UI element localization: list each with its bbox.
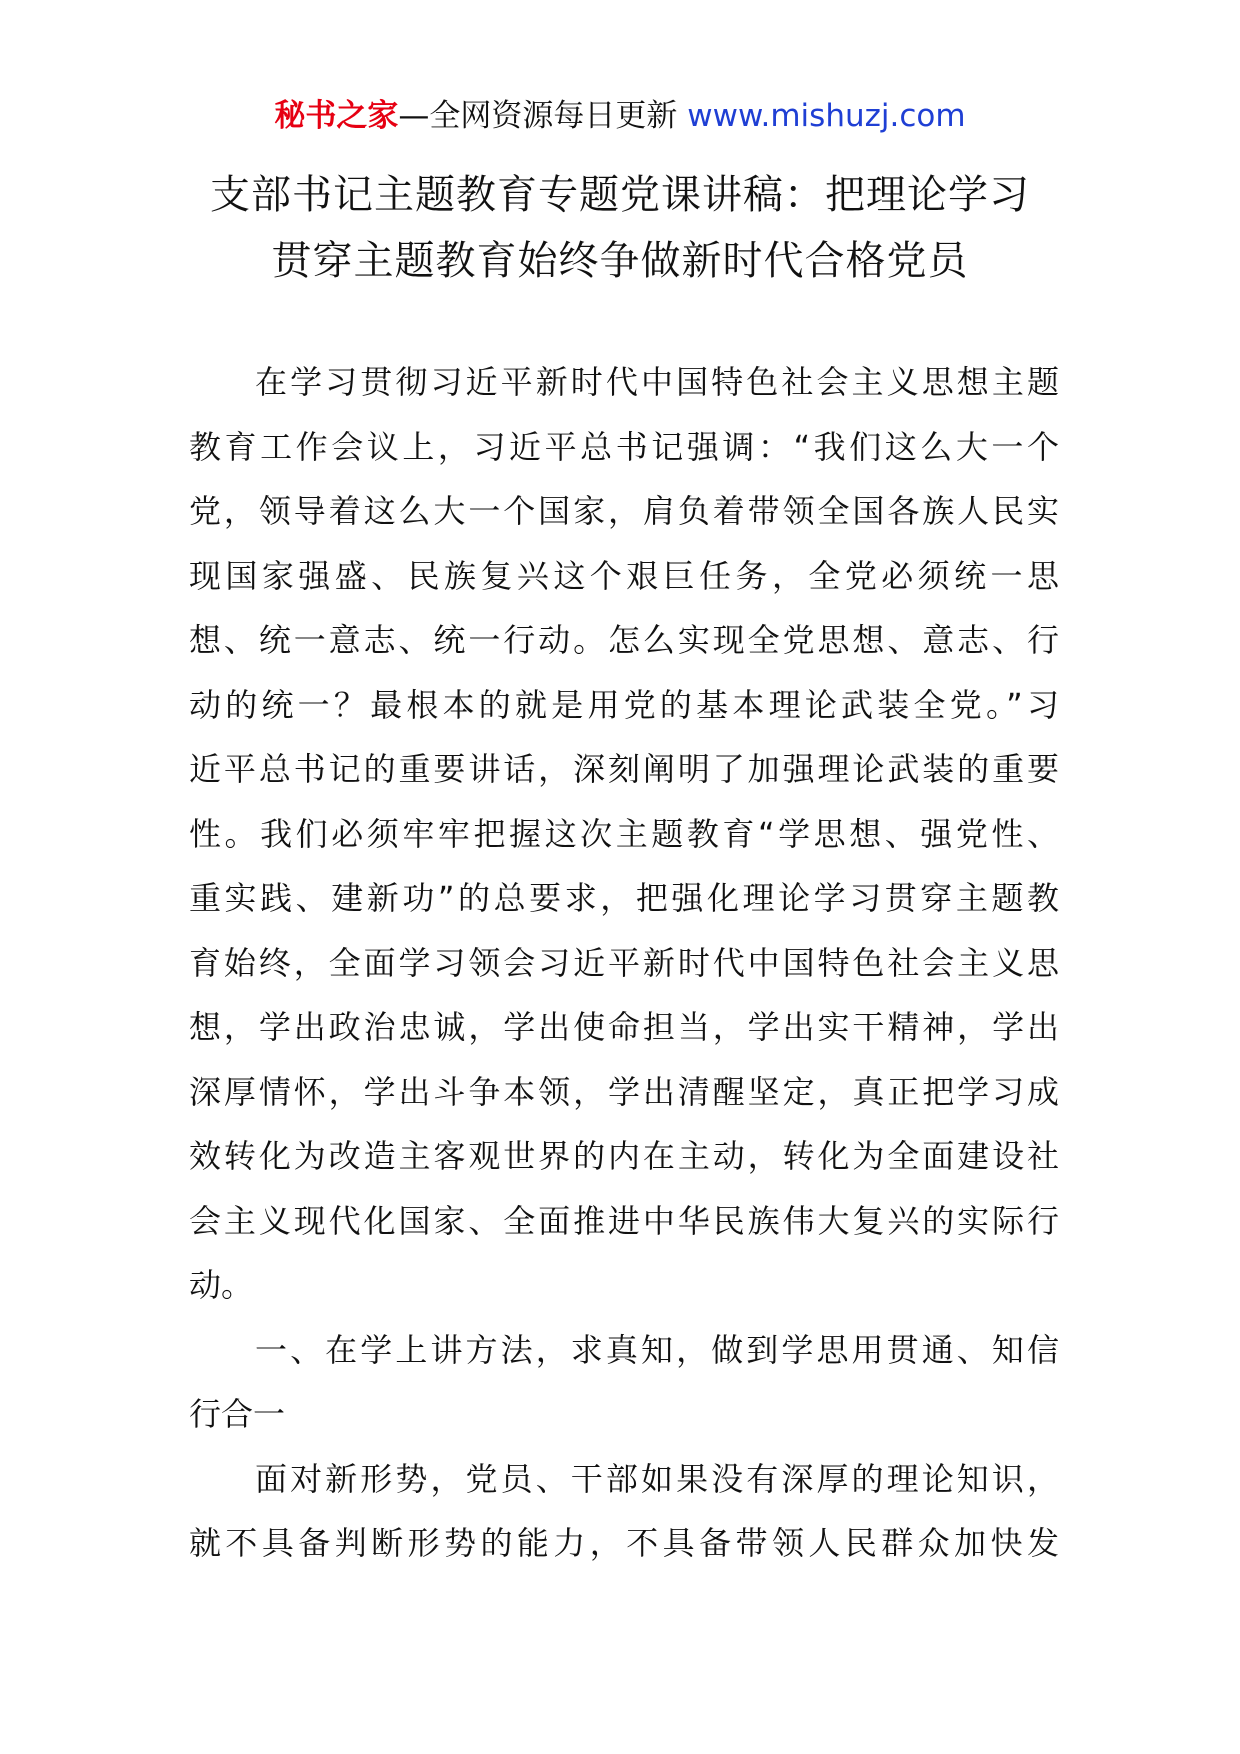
- paragraph-line: 想，学出政治忠诚，学出使命担当，学出实干精神，学出: [189, 1008, 1059, 1046]
- paragraph-line: 会主义现代化国家、全面推进中华民族伟大复兴的实际行: [189, 1201, 1059, 1240]
- section-heading: [189, 1318, 1059, 1447]
- paragraph-line: 现国家强盛、民族复兴这个艰巨任务，全党必须统一思: [189, 556, 1059, 595]
- paragraph-line: 动的统一？最根本的就是用党的基本理论武装全党。”习: [189, 685, 1059, 724]
- title-line-1: 支部书记主题教育专题党课讲稿：把理论学习: [210, 172, 1030, 218]
- title-line-2: 贯穿主题教育始终争做新时代合格党员: [271, 238, 969, 284]
- paragraph-line: 效转化为改造主客观世界的内在主动，转化为全面建设社: [189, 1137, 1059, 1175]
- paragraph-line: 动。: [189, 1266, 254, 1304]
- paragraph-line: 深厚情怀，学出斗争本领，学出清醒坚定，真正把学习成: [189, 1072, 1059, 1111]
- paragraph-line: 就不具备判断形势的能力，不具备带领人民群众加快发: [189, 1524, 1059, 1562]
- body-paragraph: [189, 350, 1059, 1318]
- heading-line: 一、在学上讲方法，求真知，做到学思用贯通、知信: [255, 1330, 1059, 1369]
- paragraph-line: 想、统一意志、统一行动。怎么实现全党思想、意志、行: [189, 621, 1059, 659]
- paragraph-line: 面对新形势，党员、干部如果没有深厚的理论知识，: [255, 1459, 1059, 1498]
- paragraph-line: 育始终，全面学习领会习近平新时代中国特色社会主义思: [189, 943, 1059, 982]
- document-title: [150, 162, 1090, 294]
- site-url-link[interactable]: www.mishuzj.com: [687, 98, 966, 134]
- paragraph-line: 教育工作会议上，习近平总书记强调：“我们这么大一个: [189, 427, 1059, 466]
- paragraph-line: 性。我们必须牢牢把握这次主题教育“学思想、强党性、: [189, 814, 1059, 853]
- header-tagline: —全网资源每日更新: [398, 98, 678, 134]
- paragraph-line: 在学习贯彻习近平新时代中国特色社会主义思想主题: [255, 363, 1059, 401]
- paragraph-line: 党，领导着这么大一个国家，肩负着带领全国各族人民实: [189, 492, 1059, 530]
- heading-line: 行合一: [189, 1395, 286, 1433]
- document-body: [189, 350, 1059, 1576]
- paragraph-line: 近平总书记的重要讲话，深刻阐明了加强理论武装的重要: [189, 750, 1059, 788]
- body-paragraph: [189, 1447, 1059, 1576]
- paragraph-line: 重实践、建新功”的总要求，把强化理论学习贯穿主题教: [189, 879, 1059, 917]
- brand-name: 秘书之家: [274, 98, 399, 134]
- site-header: [0, 96, 1240, 136]
